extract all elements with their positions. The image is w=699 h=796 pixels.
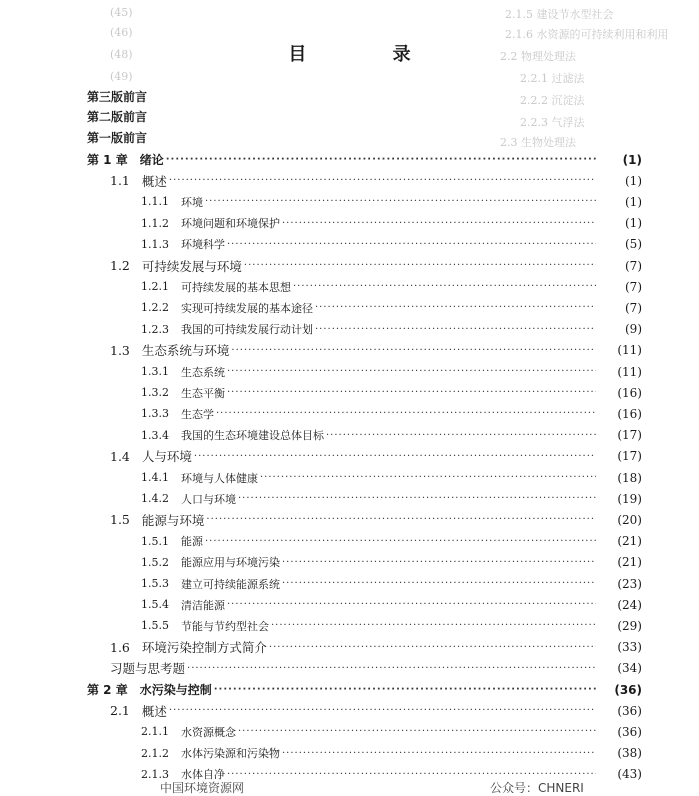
toc-entry-page: (19) — [617, 491, 642, 506]
leader-dots — [205, 536, 596, 547]
toc-entry-number: 1.2 — [110, 258, 130, 273]
toc-entry-sub[interactable] — [141, 488, 642, 509]
leader-dots — [206, 514, 596, 525]
toc-entry-number: 1.5 — [110, 512, 130, 528]
toc-entry-page: (34) — [617, 661, 642, 676]
toc-entry-number: 1.3.4 — [141, 428, 169, 442]
ghost-line: 2.2 物理处理法 — [500, 50, 576, 63]
leader-dots — [238, 726, 596, 737]
toc-entry-number: 1.3.3 — [141, 407, 169, 421]
toc-entry-number: 1.1.2 — [141, 216, 169, 230]
ghost-line: 2.1.5 建设节水型社会 — [505, 8, 614, 21]
toc-entry-title: 环境污染控制方式简介 — [141, 640, 267, 656]
page-title: 目 录 — [288, 44, 451, 65]
toc-entry-sub[interactable] — [141, 721, 642, 742]
toc-entry-sub[interactable] — [141, 361, 642, 382]
leader-dots — [315, 324, 596, 335]
toc-entry-page: (21) — [617, 555, 642, 570]
preface-first[interactable]: 第一版前言 — [87, 131, 148, 145]
toc-entry-title: 节能与节约型社会 — [181, 619, 269, 633]
toc-entry-number: 1.4.2 — [141, 492, 169, 506]
toc-entry-page: (16) — [617, 385, 642, 400]
toc-entry-title: 我国的生态环境建设总体目标 — [181, 429, 324, 443]
toc-entry-title: 绪论 — [139, 153, 164, 167]
leader-dots — [282, 557, 596, 568]
footer-account: 公众号：CHNERI — [490, 781, 584, 795]
toc-entry-title: 概述 — [141, 173, 167, 189]
leader-dots — [214, 684, 596, 695]
toc-entry-page: (7) — [625, 258, 642, 273]
toc-entry-sub[interactable] — [141, 276, 642, 297]
leader-dots — [187, 663, 596, 674]
toc-entry-page: (38) — [617, 746, 642, 761]
toc-entry-title: 概述 — [141, 703, 167, 719]
toc-entry-sub[interactable] — [141, 191, 642, 212]
ghost-page: (49) — [110, 70, 133, 83]
toc-entry-title: 能源 — [181, 535, 203, 549]
toc-entry-page: (33) — [617, 640, 642, 655]
toc-entry-page: (29) — [617, 618, 642, 633]
toc-entry-number: 1.6 — [110, 639, 130, 655]
leader-dots — [231, 345, 596, 356]
toc-entry-title: 环境问题和环境保护 — [181, 217, 280, 231]
toc-entry-number: 1.4.1 — [141, 471, 169, 484]
toc-entry-number: 1.2.3 — [141, 322, 169, 336]
ghost-line: 2.2.1 过滤法 — [520, 72, 585, 85]
toc-entry-sub[interactable] — [141, 531, 642, 552]
ghost-line: 2.2.3 气浮法 — [520, 116, 585, 129]
toc-entry-section[interactable] — [110, 170, 642, 191]
toc-entry-number: 1.5.5 — [141, 619, 169, 633]
toc-entry-number: 1.3.1 — [141, 365, 169, 378]
leader-dots — [216, 408, 596, 419]
toc-entry-page: (11) — [617, 343, 642, 358]
toc-entry-page: (18) — [617, 470, 642, 485]
leader-dots — [269, 642, 596, 653]
toc-entry-title: 水体污染源和污染物 — [181, 747, 280, 761]
toc-entry-title: 可持续发展的基本思想 — [181, 280, 291, 294]
toc-entry-title: 水体自净 — [181, 768, 225, 782]
toc-entry-number: 1.1 — [110, 173, 130, 189]
toc-entry-sub[interactable] — [141, 234, 642, 255]
toc-entry-number: 1.2.1 — [141, 280, 169, 294]
toc-entry-title: 我国的可持续发展行动计划 — [181, 323, 313, 337]
footer-source: 中国环境资源网 — [160, 781, 245, 795]
toc-entry-title: 习题与思考题 — [110, 661, 186, 677]
toc-entry-sub[interactable] — [141, 743, 642, 764]
toc-entry-page: (1) — [622, 152, 642, 167]
toc-entry-number: 1.1.3 — [141, 237, 169, 251]
leader-dots — [227, 599, 596, 610]
ghost-line: 2.2.2 沉淀法 — [520, 94, 585, 107]
footer — [160, 779, 699, 796]
toc-entry-sub[interactable] — [141, 552, 642, 573]
toc-entry-sub[interactable] — [141, 425, 642, 446]
leader-dots — [271, 620, 596, 631]
leader-dots — [205, 196, 596, 207]
toc-entry-section[interactable] — [110, 255, 642, 276]
toc-entry-sub[interactable] — [141, 467, 642, 488]
ghost-page: (46) — [110, 26, 133, 39]
toc-entry-section[interactable] — [110, 509, 642, 530]
toc-entry-page: (36) — [617, 724, 642, 739]
toc-entry-number: 1.5.1 — [141, 534, 169, 548]
toc-entry-page: (43) — [617, 767, 642, 782]
leader-dots — [260, 472, 596, 483]
leader-dots — [282, 218, 596, 229]
toc-entry-title: 能源应用与环境污染 — [181, 556, 280, 570]
toc-entry-page: (36) — [614, 682, 642, 697]
toc-entry-sub[interactable] — [141, 615, 642, 636]
toc-entry-number: 1.5.3 — [141, 577, 169, 590]
toc-entry-page: (7) — [625, 300, 642, 315]
ghost-line: 2.1.6 水资源的可持续利用和利用 — [505, 28, 669, 41]
leader-dots — [293, 281, 596, 292]
toc-entry-page: (24) — [617, 597, 642, 612]
toc-entry-title: 水资源概念 — [181, 725, 236, 739]
toc-entry-number: 第 1 章 — [87, 153, 128, 167]
toc-entry-title: 人与环境 — [141, 449, 192, 465]
toc-entry-page: (20) — [617, 512, 642, 527]
toc-entry-page: (9) — [625, 322, 642, 337]
toc-entry-page: (1) — [625, 216, 642, 231]
leader-dots — [315, 302, 596, 313]
toc-entry-number: 1.5.4 — [141, 598, 169, 612]
toc-entry-title: 实现可持续发展的基本途径 — [181, 301, 313, 315]
toc-entry-title: 生态系统与环境 — [141, 343, 230, 359]
leader-dots — [227, 239, 596, 250]
toc-entry-number: 2.1.3 — [141, 767, 169, 781]
leader-dots — [169, 705, 596, 716]
toc-entry-sub[interactable] — [141, 297, 642, 318]
leader-dots — [326, 430, 596, 441]
toc-entry-number: 1.4 — [110, 448, 130, 464]
toc-entry-title: 清洁能源 — [181, 598, 225, 612]
toc-entry-title: 生态学 — [181, 407, 214, 421]
toc-entry-page: (21) — [617, 534, 642, 549]
toc-entry-page: (36) — [617, 703, 642, 718]
toc-entry-title: 生态平衡 — [181, 386, 225, 400]
toc-entry-title: 水污染与控制 — [139, 683, 212, 697]
toc-entry-sub[interactable] — [141, 319, 642, 340]
toc-entry-sub[interactable] — [141, 213, 642, 234]
toc-entry-title: 环境与人体健康 — [181, 471, 258, 485]
preface-second[interactable]: 第二版前言 — [87, 110, 148, 124]
ghost-page: (45) — [110, 6, 133, 19]
leader-dots — [169, 175, 596, 186]
toc-entry-title: 人口与环境 — [181, 492, 236, 506]
leader-dots — [282, 748, 596, 759]
toc-entry-number: 1.2.2 — [141, 301, 169, 315]
ghost-line: 2.3 生物处理法 — [500, 136, 576, 149]
toc-entry-number: 2.1 — [110, 703, 130, 719]
leader-dots — [238, 493, 596, 504]
toc-entry-number: 第 2 章 — [87, 683, 128, 697]
preface-third[interactable]: 第三版前言 — [87, 90, 148, 104]
leader-dots — [194, 451, 596, 462]
toc-entry-chapter[interactable] — [87, 679, 642, 700]
toc-entry-exercise[interactable] — [110, 658, 642, 679]
toc-entry-page: (16) — [617, 406, 642, 421]
leader-dots — [166, 154, 596, 165]
toc-entry-page: (17) — [617, 428, 642, 443]
toc-entry-title: 可持续发展与环境 — [141, 258, 242, 274]
toc-entry-page: (1) — [625, 173, 642, 188]
leader-dots — [282, 578, 596, 589]
leader-dots — [227, 387, 596, 398]
toc-entry-page: (1) — [625, 194, 642, 209]
toc-entry-section[interactable] — [110, 446, 642, 467]
toc-entry-title: 生态系统 — [181, 365, 225, 379]
toc-entry-page: (17) — [617, 449, 642, 464]
toc-entry-number: 1.3 — [110, 342, 130, 358]
toc-entry-number: 2.1.2 — [141, 746, 169, 760]
toc-entry-page: (23) — [617, 576, 642, 591]
toc-entry-number: 1.3.2 — [141, 386, 169, 400]
toc-entry-sub[interactable] — [141, 594, 642, 615]
toc-entry-chapter[interactable] — [87, 149, 642, 170]
toc-entry-title: 建立可持续能源系统 — [181, 577, 280, 591]
ghost-page: (48) — [110, 48, 133, 61]
toc-entry-sub[interactable] — [141, 403, 642, 424]
toc-entry-page: (11) — [617, 364, 642, 379]
toc-entry-section[interactable] — [110, 637, 642, 658]
toc-entry-title: 能源与环境 — [141, 512, 205, 528]
toc-entry-title: 环境 — [181, 195, 203, 209]
toc-entry-page: (7) — [625, 279, 642, 294]
toc-entry-sub[interactable] — [141, 573, 642, 594]
toc-entry-number: 1.1.1 — [141, 195, 169, 209]
toc-entry-page: (5) — [625, 237, 642, 252]
toc-entry-number: 1.5.2 — [141, 555, 169, 569]
toc-entry-number: 2.1.1 — [141, 725, 169, 739]
toc-entry-section[interactable] — [110, 700, 642, 721]
toc-entry-sub[interactable] — [141, 382, 642, 403]
leader-dots — [227, 366, 596, 377]
leader-dots — [244, 260, 596, 271]
toc-entry-section[interactable] — [110, 340, 642, 361]
toc-entry-title: 环境科学 — [181, 238, 225, 252]
